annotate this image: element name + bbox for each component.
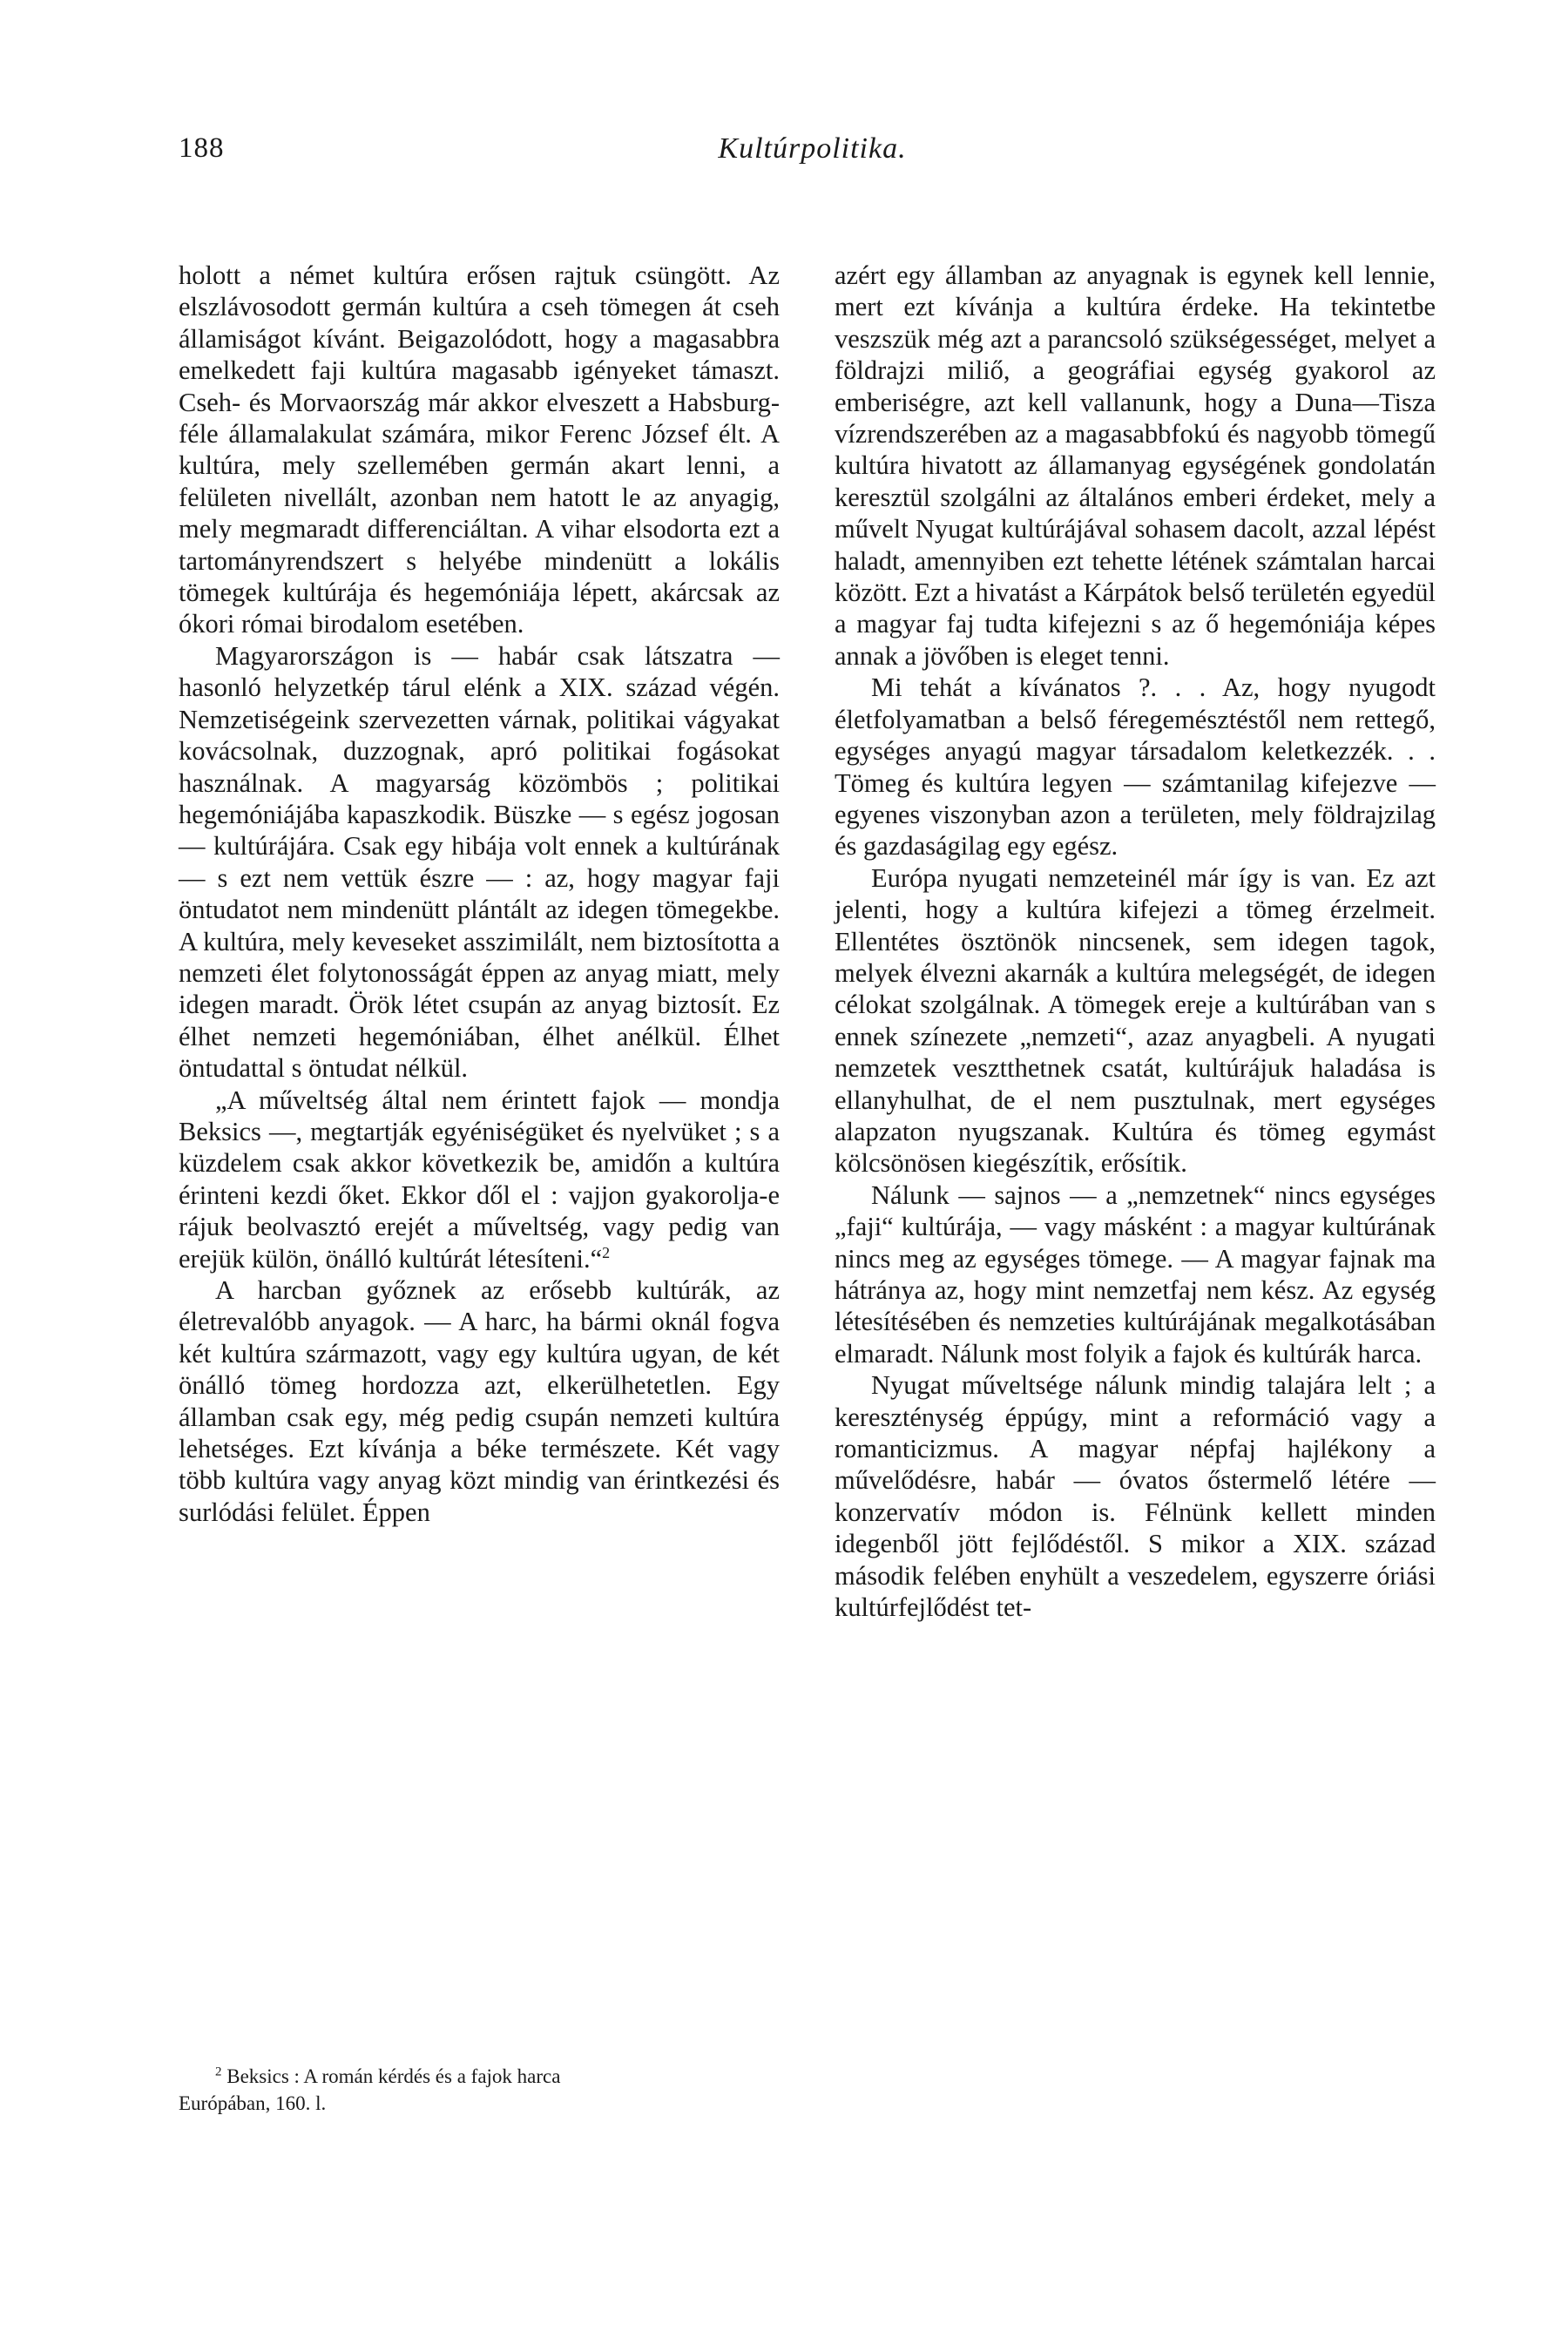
- footnote-text-2: Európában, 160. l.: [179, 2092, 327, 2114]
- paragraph: Magyarországon is — habár csak látszatra — hasonló helyzetkép tárul elénk a XIX. század végén. Nemzetiségeink szervezetten várnak, politikai vágyakat kovácsolnak, duzzognak, apró politikai fogásokat használnak. A magyarság közömbös ; politikai hegemóniájába kapaszkodik. Büszke — s egész jogosan — kultúrájára. Csak egy hibája volt ennek a kultúrának — s ezt nem vettük észre — : az, hogy magyar faji öntudatot nem mindenütt plántált az idegen tömegekbe. A kultúra, mely keveseket asszimilált, nem biztosította a nemzeti élet folytonosságát éppen az anyag miatt, mely idegen maradt. Örök létet csupán az anyag biztosít. Ez élhet nemzeti hegemóniában, élhet anélkül. Élhet öntudattal s öntudat nélkül.: [179, 640, 780, 1084]
- paragraph: Nálunk — sajnos — a „nemzetnek“ nincs egységes „faji“ kultúrája, — vagy másként : a magyar kultúrának nincs meg az egységes tömege. — A magyar fajnak ma hátránya az, hogy mint nemzetfaj nem kész. Az egység létesítésében és nemzeties kultúrájának megalkotásában elmaradt. Nálunk most folyik a fajok és kultúrák harca.: [835, 1179, 1436, 1369]
- paragraph-quote-text: „A műveltség által nem érintett fajok — mondja Beksics —, megtartják egyéniségüket és nyelvüket ; s a küzdelem csak akkor következik be, amidőn a kultúra érinteni kezdi őket. Ekkor dől el : vajjon gyakorolja-e rájuk beolvasztó erejét a műveltség, vagy pedig van erejük külön, önálló kultúrát létesíteni.“: [179, 1085, 780, 1274]
- paragraph: azért egy államban az anyagnak is egynek kell lennie, mert ezt kívánja a kultúra érdeke. Ha tekintetbe veszszük még azt a parancsoló szükségességet, melyet a földrajzi miliő, a geográfiai egység gyakorol az emberiségre, azt kell vallanunk, hogy a Duna—Tisza vízrendszerében az a magasabbfokú és nagyobb tömegű kultúra hivatott az államanyag egységének gondolatán keresztül szolgálni az általános emberi érdeket, mely a művelt Nyugat kultúrájával sohasem dacolt, azzal lépést haladt, amennyiben ezt tehette létének számtalan harcai között. Ezt a hivatást a Kárpátok belső területén egyedül a magyar faj tudta kifejezni s az ő hegemóniája képes annak a jövőben is eleget tenni.: [835, 260, 1436, 671]
- paragraph: Mi tehát a kívánatos ?. . . Az, hogy nyugodt életfolyamatban a belső féregemésztéstől nem rettegő, egységes anyagú magyar társadalom keletkezzék. . . Tömeg és kultúra legyen — számtanilag kifejezve — egyenes viszonyban azon a területen, mely földrajzilag és gazdaságilag egy egész.: [835, 672, 1436, 862]
- running-title: Kultúrpolitika.: [718, 132, 907, 165]
- right-column: [835, 260, 1436, 1623]
- paragraph: Nyugat műveltsége nálunk mindig talajára lelt ; a kereszténység éppúgy, mint a reformáció vagy a romanticizmus. A magyar népfaj hajlékony a művelődésre, habár — óvatos őstermelő létére — konzervatív módon is. Félnünk kellett minden idegenből jött fejlődéstől. S mikor a XIX. század második felében enyhült a veszedelem, egyszerre óriási kultúrfejlődést tet-: [835, 1370, 1436, 1623]
- page-number: 188: [179, 132, 225, 164]
- footnote-line-1: [179, 2063, 780, 2090]
- left-column: [179, 260, 780, 1528]
- footnote-reference: 2: [602, 1243, 611, 1261]
- footnote: [179, 2063, 780, 2117]
- footnote-marker: 2: [215, 2065, 222, 2079]
- paragraph: A harcban győznek az erősebb kultúrák, az életrevalóbb anyagok. — A harc, ha bármi oknál fogva két kultúra származott, vagy egy kultúra ugyan, de két önálló tömeg hordozza azt, elkerülhetetlen. Egy államban csak egy, még pedig csupán nemzeti kultúra lehetséges. Ezt kívánja a béke természete. Két vagy több kultúra vagy anyag közt mindig van érintkezési és surlódási felület. Éppen: [179, 1275, 780, 1527]
- paragraph: holott a német kultúra erősen rajtuk csüngött. Az elszlávosodott germán kultúra a cseh tömegen át cseh államiságot kívánt. Beigazolódott, hogy a magasabbra emelkedett faji kultúra magasabb igényeket támaszt. Cseh- és Morvaország már akkor elveszett a Habsburg-féle államalakulat számára, mikor Ferenc József élt. A kultúra, mely szellemében germán akart lenni, a felületen nivellált, azonban nem hatott le az anyagig, mely megmaradt differenciáltan. A vihar elsodorta ezt a tartományrendszert s helyébe mindenütt a lokális tömegek kultúrája és hegemóniája lépett, akárcsak az ókori római birodalom esetében.: [179, 260, 780, 639]
- page-header: [179, 132, 1446, 176]
- paragraph: Európa nyugati nemzeteinél már így is van. Ez azt jelenti, hogy a kultúra kifejezi a tömeg érzelmeit. Ellentétes ösztönök nincsenek, sem idegen tagok, melyek élvezni akarnák a kultúra melegségét, de idegen célokat szolgálnak. A tömegek ereje a kultúrában van s ennek színezete „nemzeti“, azaz anyagbeli. A nyugati nemzetek vesztthetnek csatát, kultúrájuk haladása is ellanyhulhat, de el nem pusztulnak, mert egységes alapzaton nyugszanak. Kultúra és tömeg egymást kölcsönösen kiegészítik, erősítik.: [835, 862, 1436, 1179]
- paragraph-quote: [179, 1085, 780, 1274]
- footnote-text-1: Beksics : A román kérdés és a fajok harca: [226, 2065, 561, 2087]
